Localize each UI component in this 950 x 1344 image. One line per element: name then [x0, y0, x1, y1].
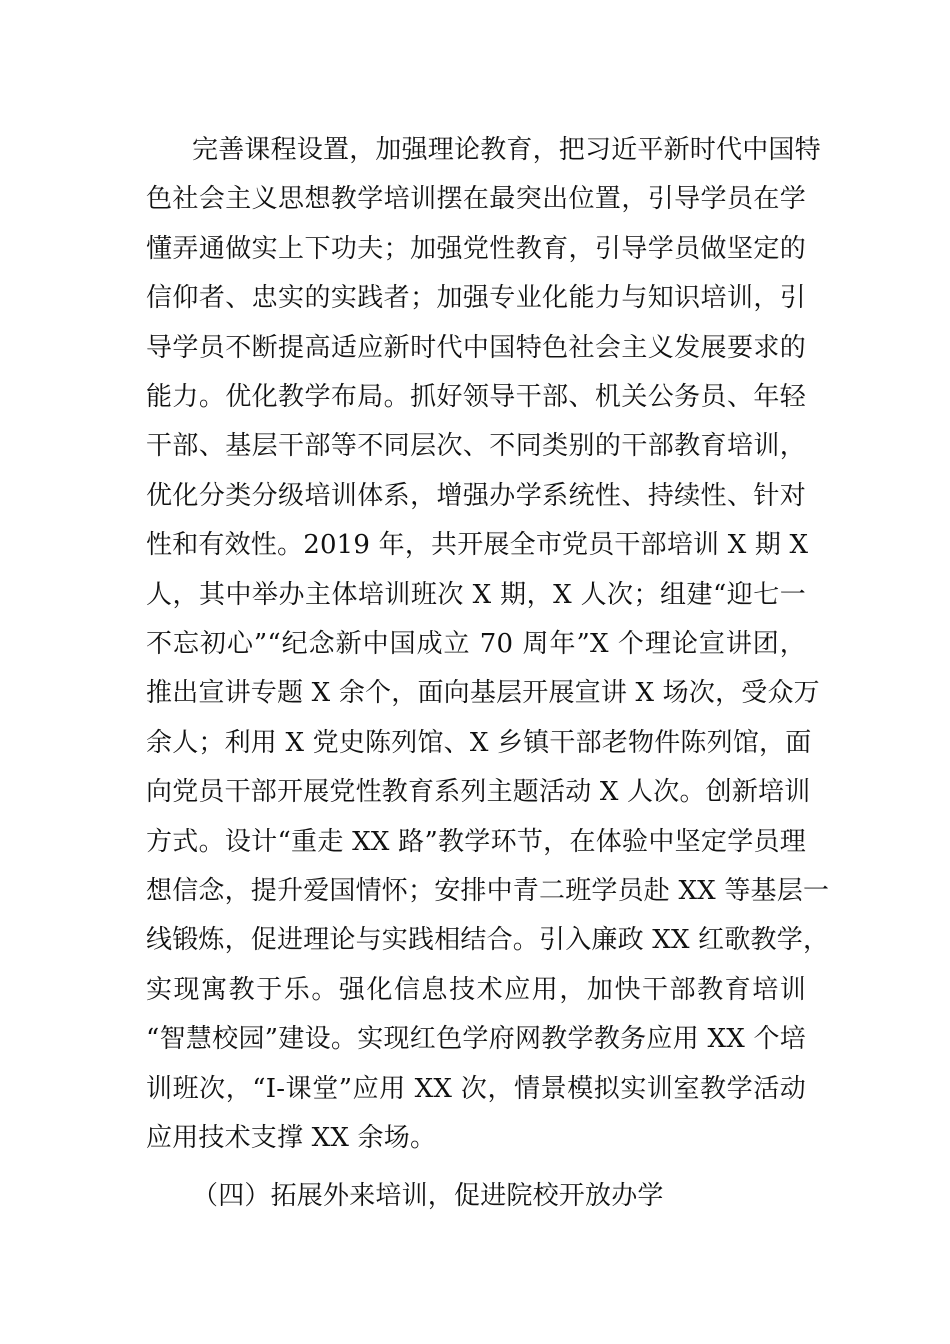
paragraph-line: 导学员不断提高适应新时代中国特色社会主义发展要求的 [146, 333, 806, 363]
paragraph-line: 方式。设计“重走 XX 路”教学环节，在体验中坚定学员理 [146, 827, 806, 857]
paragraph-line: 色社会主义思想教学培训摆在最突出位置，引导学员在学 [146, 184, 806, 214]
paragraph-line: “智慧校园”建设。实现红色学府网教学教务应用 XX 个培 [146, 1024, 806, 1054]
paragraph-line: 训班次，“I-课堂”应用 XX 次，情景模拟实训室教学活动 [146, 1074, 806, 1104]
paragraph-line: 推出宣讲专题 X 余个，面向基层开展宣讲 X 场次，受众万 [146, 678, 820, 708]
paragraph-line: 优化分类分级培训体系，增强办学系统性、持续性、针对 [146, 481, 806, 511]
paragraph-line: 干部、基层干部等不同层次、不同类别的干部教育培训， [146, 431, 806, 461]
paragraph-line: 向党员干部开展党性教育系列主题活动 X 人次。创新培训 [146, 777, 811, 807]
paragraph-line: 应用技术支撑 XX 余场。 [146, 1123, 437, 1153]
paragraph-line: 人，其中举办主体培训班次 X 期，X 人次；组建“迎七一 [146, 580, 806, 610]
paragraph-line: 不忘初心”“纪念新中国成立 70 周年”X 个理论宣讲团， [146, 629, 806, 659]
paragraph-line: 懂弄通做实上下功夫；加强党性教育，引导学员做坚定的 [146, 234, 806, 264]
paragraph-line: 线锻炼，促进理论与实践相结合。引入廉政 XX 红歌教学， [146, 925, 830, 955]
paragraph-line: 实现寓教于乐。强化信息技术应用，加快干部教育培训 [146, 975, 806, 1005]
paragraph-line: 想信念，提升爱国情怀；安排中青二班学员赴 XX 等基层一 [146, 876, 830, 906]
paragraph-line: 信仰者、忠实的实践者；加强专业化能力与知识培训，引 [146, 283, 806, 313]
paragraph-line: 余人；利用 X 党史陈列馆、X 乡镇干部老物件陈列馆，面 [146, 728, 812, 758]
paragraph-line: 性和有效性。2019 年，共开展全市党员干部培训 X 期 X [146, 530, 809, 560]
paragraph-line: 完善课程设置，加强理论教育，把习近平新时代中国特 [192, 135, 821, 165]
paragraph-line: 能力。优化教学布局。抓好领导干部、机关公务员、年轻 [146, 382, 806, 412]
section-heading: （四）拓展外来培训，促进院校开放办学 [192, 1181, 664, 1211]
